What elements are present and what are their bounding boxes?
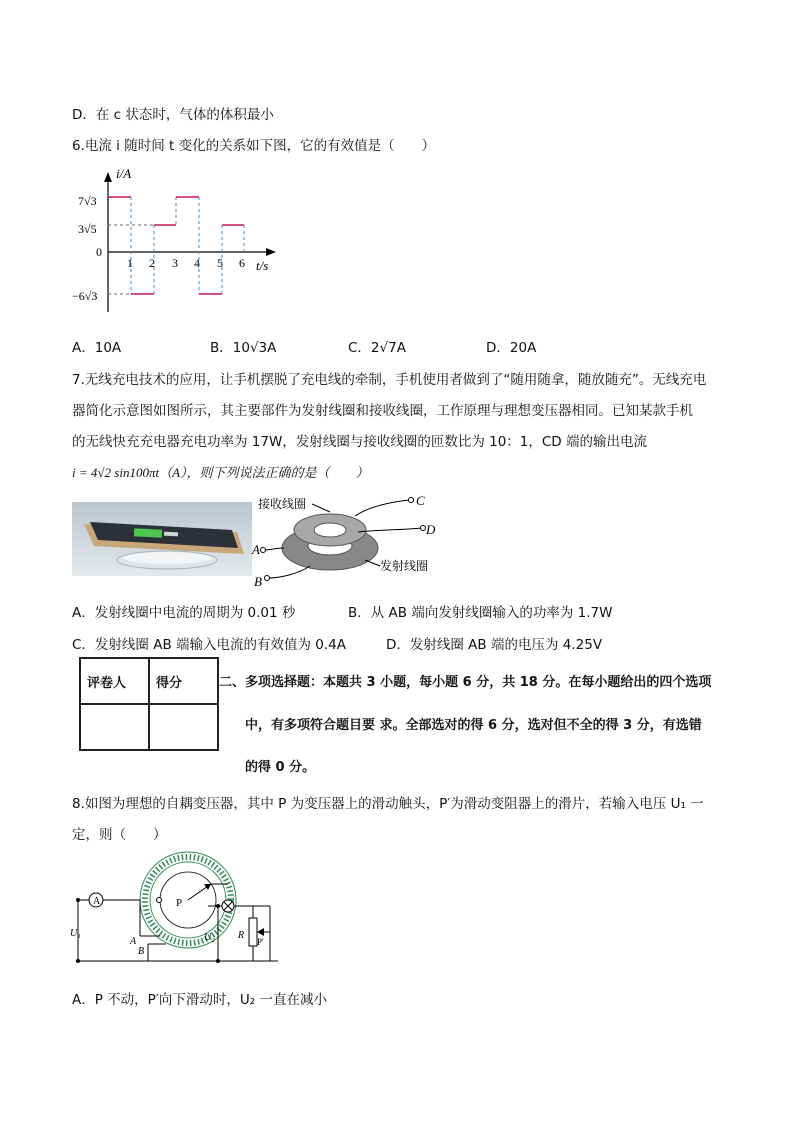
q8-stem-line1: 8.如图为理想的自耦变压器，其中 P 为变压器上的滑动触头，P′为滑动变阻器上的滑片，若输入电压 U₁ 一 bbox=[72, 796, 704, 812]
x-tick-3: 3 bbox=[172, 256, 178, 270]
q7-stem-line2: 器简化示意图如图所示，其主要部件为发射线圈和接收线圈，工作原理与理想变压器相同。已知某款手机 bbox=[72, 403, 693, 419]
x-tick-1: 1 bbox=[127, 256, 133, 270]
section2-heading-line1: 二、多项选择题：本题共 3 小题，每小题 6 分，共 18 分。在每小题给出的四个选项 bbox=[219, 675, 712, 690]
y-tick-7r3: 7√3 bbox=[78, 194, 97, 208]
rheostat bbox=[249, 918, 257, 946]
wireless-coil-diagram bbox=[250, 490, 450, 590]
u2-label: U₂ bbox=[204, 932, 215, 943]
q8-stem-line2: 定，则（ ） bbox=[72, 827, 167, 843]
terminal-b-label: B bbox=[138, 946, 145, 957]
terminal-d: D bbox=[426, 522, 436, 537]
terminal-b: B bbox=[254, 574, 262, 589]
autotransformer-circuit bbox=[68, 848, 288, 970]
receive-coil-label: 接收线圈 bbox=[258, 497, 307, 511]
q6-options bbox=[72, 336, 722, 356]
grader-header: 评卷人 bbox=[80, 658, 149, 704]
grader-cell bbox=[80, 704, 149, 750]
x-tick-5: 5 bbox=[217, 256, 223, 270]
y-axis-arrow bbox=[104, 172, 112, 182]
x-tick-2: 2 bbox=[149, 256, 155, 270]
x-axis-arrow bbox=[266, 248, 276, 256]
q6-option-d: D．20A bbox=[486, 340, 537, 356]
terminal-a: A bbox=[252, 542, 260, 557]
terminal-a-label: A bbox=[130, 936, 137, 947]
q7-option-d: D．发射线圈 AB 端的电压为 4.25V bbox=[386, 637, 603, 653]
y-tick-neg6r3: −6√3 bbox=[72, 289, 98, 303]
q7-option-a: A．发射线圈中电流的周期为 0.01 秒 bbox=[72, 605, 296, 621]
contact-p-label: P bbox=[176, 897, 183, 909]
q6-option-c: C．2√7A bbox=[348, 340, 406, 356]
y-axis-label: i/A bbox=[116, 166, 132, 181]
score-table bbox=[79, 657, 219, 751]
ammeter-label: A bbox=[93, 896, 101, 907]
resistor-label: R bbox=[238, 930, 245, 941]
q7-stem-line1: 7.无线充电技术的应用，让手机摆脱了充电线的牵制，手机使用者做到了“随用随拿，随放随充”。无线充电 bbox=[72, 372, 707, 388]
terminal-c: C bbox=[416, 493, 425, 508]
section2-heading-line3: 的得 0 分。 bbox=[245, 760, 316, 775]
section2-heading-line2: 中，有多项符合题目要 求。全部选对的得 6 分，选对但不全的得 3 分，有选错 bbox=[245, 718, 702, 733]
q7-stem-line4: i = 4√2 sin100πt（A），则下列说法正确的是（ ） bbox=[72, 465, 369, 480]
q6-stem: 6.电流 i 随时间 t 变化的关系如下图，它的有效值是（ ） bbox=[72, 138, 436, 154]
q7-stem-line3: 的无线快充充电器充电功率为 17W，发射线圈与接收线圈的匝数比为 10：1，CD 端的输出电流 bbox=[72, 434, 647, 450]
q7-option-c: C．发射线圈 AB 端输入电流的有效值为 0.4A bbox=[72, 637, 347, 653]
slider-label: P′ bbox=[257, 937, 264, 947]
score-header: 得分 bbox=[149, 658, 218, 704]
u1-label: U₁ bbox=[70, 928, 81, 939]
slider-arrow bbox=[257, 928, 264, 936]
q8-option-a: A．P 不动，P′向下滑动时，U₂ 一直在减小 bbox=[72, 992, 327, 1008]
x-tick-4: 4 bbox=[194, 256, 200, 270]
dashed-transitions bbox=[108, 197, 244, 294]
q6-current-graph bbox=[72, 160, 292, 320]
x-axis-label: t/s bbox=[256, 258, 269, 273]
transmit-coil-label: 发射线圈 bbox=[380, 559, 429, 573]
q6-option-b: B．10√3A bbox=[210, 340, 277, 356]
phone-charger-photo bbox=[72, 502, 252, 576]
score-cell bbox=[149, 704, 218, 750]
q6-option-a: A．10A bbox=[72, 340, 122, 356]
q5-option-d: D．在 c 状态时，气体的体积最小 bbox=[72, 107, 274, 123]
y-tick-0: 0 bbox=[96, 245, 102, 259]
q7-option-b: B．从 AB 端向发射线圈输入的功率为 1.7W bbox=[348, 605, 613, 621]
x-tick-6: 6 bbox=[239, 256, 245, 270]
y-tick-3r5: 3√5 bbox=[78, 222, 97, 236]
